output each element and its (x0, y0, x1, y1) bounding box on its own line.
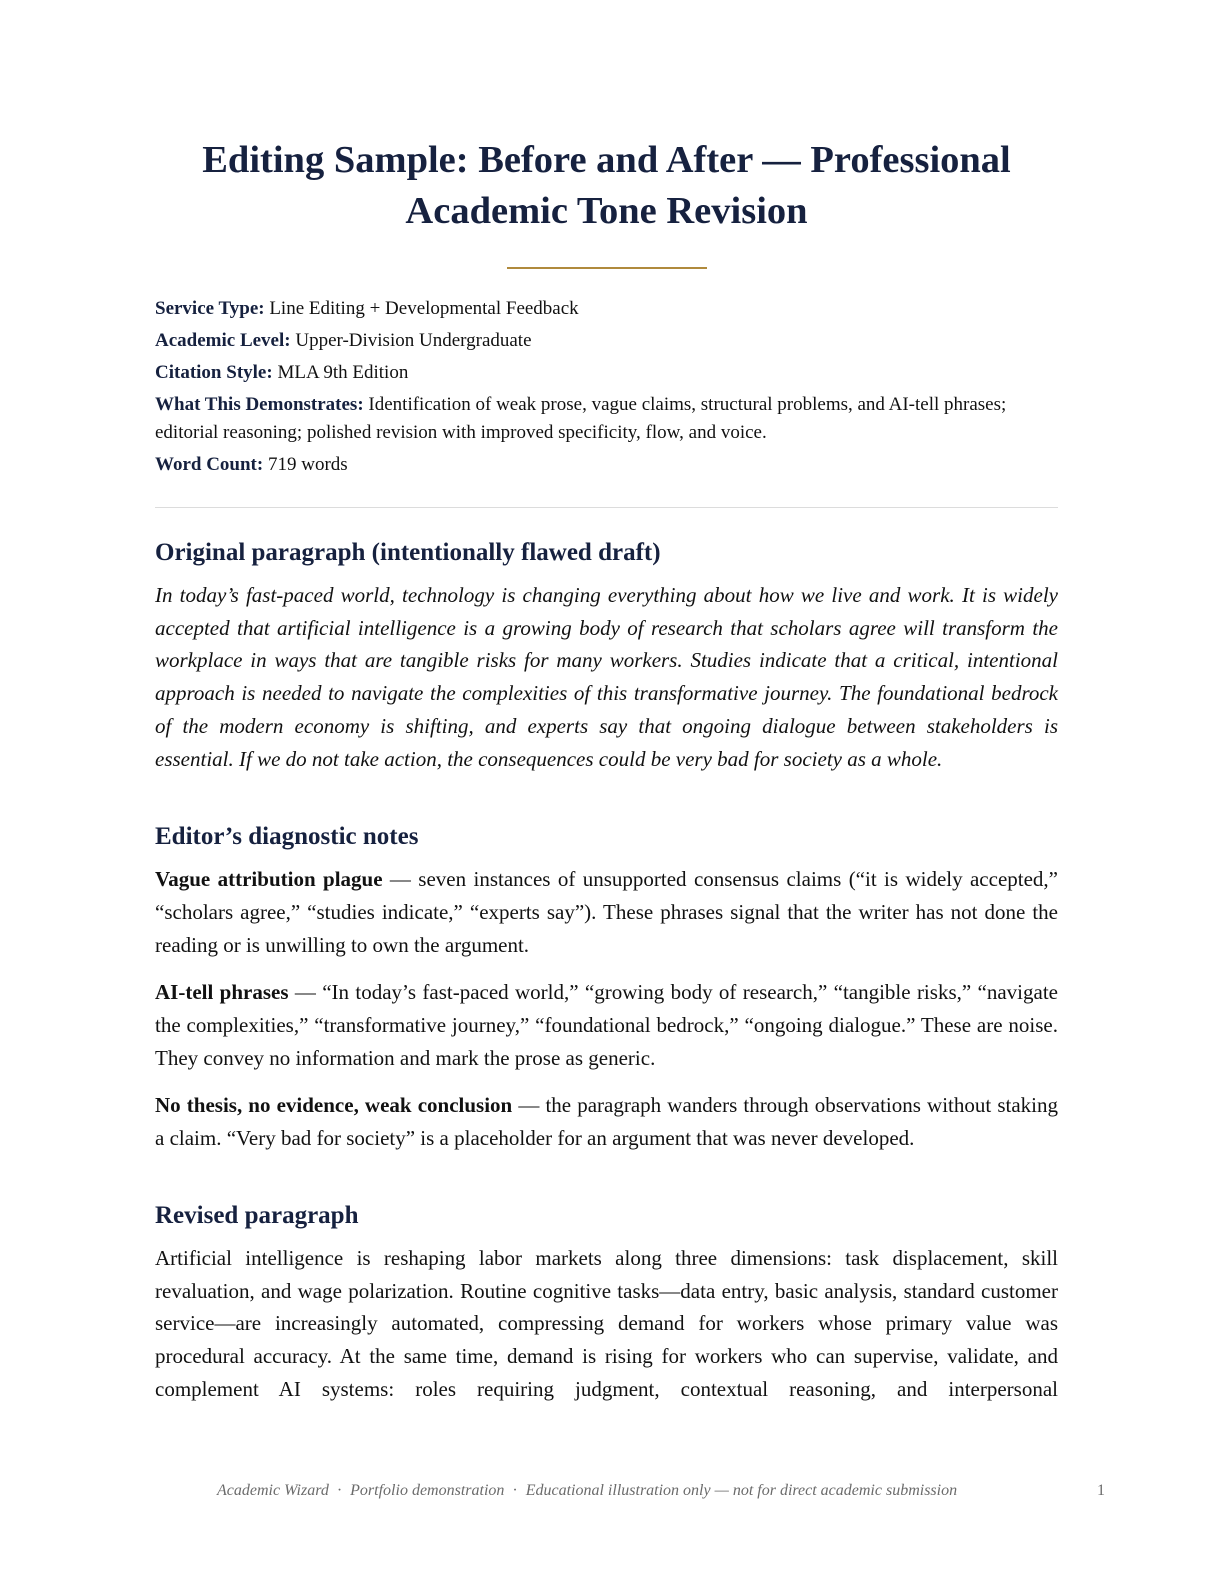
note-label: AI-tell phrases (155, 980, 289, 1005)
revised-heading: Revised paragraph (155, 1201, 359, 1229)
footer-text (217, 1481, 957, 1501)
meta-value: Line Editing + Developmental Feedback (269, 298, 579, 319)
footer-portfolio: Portfolio demonstration (350, 1482, 505, 1499)
meta-academic-level (155, 327, 1058, 355)
footer-separator: · (512, 1482, 518, 1499)
meta-value: Identification of weak prose, vague claims, structural problems, and AI-tell phrases; editorial reasoning; polished revision with improved specificity, flow, and voice. (155, 394, 1007, 443)
meta-what-this-demonstrates (155, 391, 1058, 447)
original-paragraph: In today’s fast-paced world, technology is changing everything about how we live and work. It is widely accepted that artificial intelligence is a growing body of research that scholars agree will transform the workplace in ways that are tangible risks for many workers. Studies indicate that a critical, intentional approach is needed to navigate the complexities of this transformative journey. The foundational bedrock of the modern economy is shifting, and experts say that ongoing dialogue between stakeholders is essential. If we do not take action, the consequences could be very bad for society as a whole. (155, 583, 1058, 771)
document-page (155, 0, 1058, 1405)
note-text: — seven instances of unsupported consensus claims (“it is widely accepted,” “scholars agree,” “studies indicate,” “experts say”). These phrases signal that the writer has not done the reading or is unwilling to own the argument. (155, 867, 1058, 957)
meta-key: Service Type: (155, 298, 265, 319)
meta-service-type (155, 295, 1058, 323)
meta-key: Citation Style: (155, 362, 273, 383)
meta-value: MLA 9th Edition (277, 362, 409, 383)
title-underline (507, 267, 707, 269)
meta-key: Word Count: (155, 454, 264, 475)
note-item (155, 976, 1058, 1074)
note-text: — “In today’s fast-paced world,” “growing body of research,” “tangible risks,” “navigate the complexities,” “transformative journey,” “foundational bedrock,” “ongoing dialogue.” These are noise. They convey no information and mark the prose as generic. (155, 980, 1058, 1070)
note-item (155, 863, 1058, 961)
note-item (155, 1089, 1058, 1154)
page-number: 1 (1097, 1482, 1105, 1499)
original-heading: Original paragraph (intentionally flawed draft) (155, 539, 661, 566)
meta-key: Academic Level: (155, 330, 291, 351)
meta-value: 719 words (267, 454, 348, 475)
document-title: Editing Sample: Before and After — Professional Academic Tone Revision (202, 139, 1011, 232)
footer-brand: Academic Wizard (217, 1482, 329, 1499)
note-label: Vague attribution plague (155, 867, 383, 892)
meta-key: What This Demonstrates: (155, 394, 364, 415)
metadata-block (155, 295, 1058, 479)
notes-heading: Editor’s diagnostic notes (155, 823, 419, 851)
footer-separator: · (336, 1482, 343, 1499)
meta-value: Upper-Division Undergraduate (295, 330, 532, 351)
meta-citation-style (155, 359, 1058, 387)
meta-word-count (155, 451, 1058, 479)
section-divider (155, 507, 1058, 508)
revised-paragraph: Artificial intelligence is reshaping labor markets along three dimensions: task displacement, skill revaluation, and wage polarization. Routine cognitive tasks—data entry, basic analysis, standard customer service—are increasingly automated, compressing demand for workers whose primary value was procedural accuracy. At the same time, demand is rising for workers who can supervise, validate, and complement AI systems: roles requiring judgment, contextual reasoning, and interpersonal (155, 1245, 1058, 1401)
footer-disclaimer: Educational illustration only — not for direct academic submission (525, 1482, 958, 1499)
note-text: — the paragraph wanders through observations without staking a claim. “Very bad for society” is a placeholder for an argument that was never developed. (155, 1093, 1058, 1151)
note-label: No thesis, no evidence, weak conclusion (155, 1093, 513, 1118)
